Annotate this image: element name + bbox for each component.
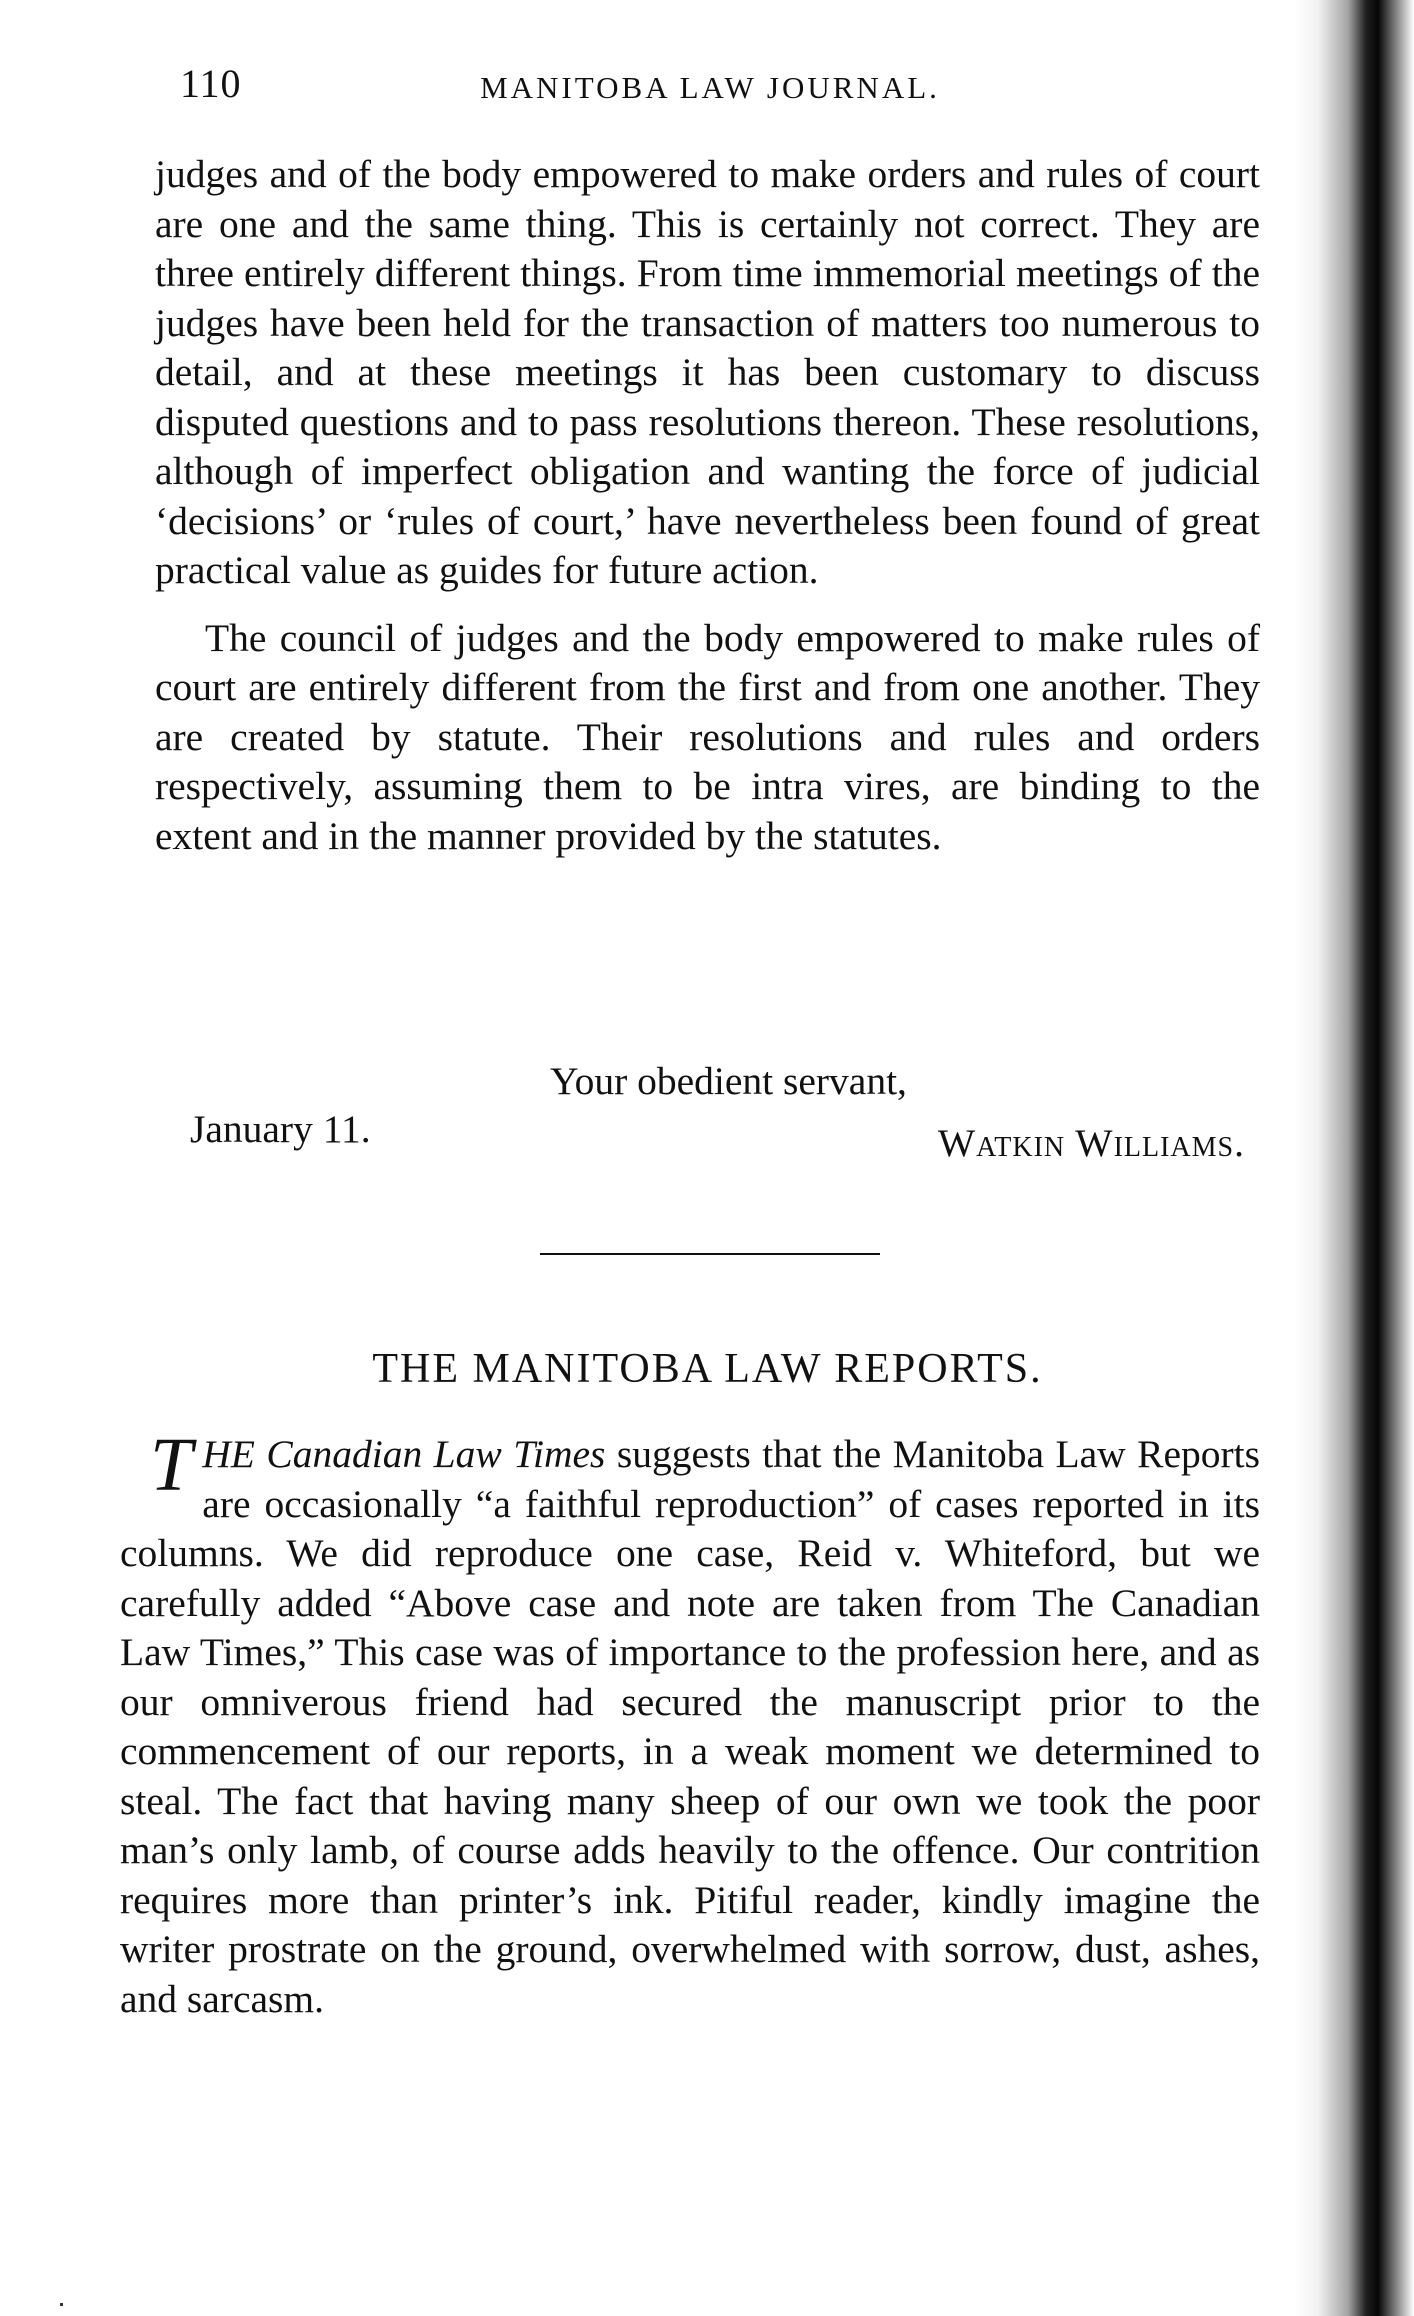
journal-title: MANITOBA LAW JOURNAL. [480,70,940,105]
letter-paragraph-1: judges and of the body empowered to make orders and rules of court are one and the same thing. This is certainly not correct. They are three entirely different things. From time immemorial meetings of the judges have been held for the transaction of matters too numerous to detail, and at these meetings it has been customary to discuss disputed questions and to pass resolutions thereon. These resolutions, although of imperfect obligation and wanting the force of judicial ‘decisions’ or ‘rules of court,’ have nevertheless been found of great practical value as guides for future action. [155,152,1260,592]
letter-date: January 11. [190,1107,371,1151]
article-text: suggests that the Manitoba Law Reports are occasionally “a faithful reproduction” of cases reported in its columns. We did reproduce one case, Reid v. Whiteford, but we carefully added “Above case and note are taken from The Canadian Law Times,” This case was of importance to the profession here, and as our omniverous friend had secured the manuscript prior to the commencement of our reports, in a weak moment we determined to steal. The fact that having many sheep of our own we took the poor man’s only lamb, of course adds heavily to the offence. Our contrition requires more than printer’s ink. Pitiful reader, kindly imagine the writer prostrate on the ground, overwhelmed with sorrow, dust, ashes, and sarcasm. [120,1432,1260,2021]
page-number: 110 [180,61,242,106]
signature: Watkin Williams. [937,1121,1245,1165]
section-heading: THE MANITOBA LAW REPORTS. [372,1346,1043,1392]
letter-paragraph-2: The council of judges and the body empowered to make rules of court are entirely different from the first and from one another. They are created by statute. Their resolutions and rules and orders respectively, assuming them to be intra vires, are binding to the extent and in the manner provided by the statutes. [155,615,1260,858]
running-head [170,60,1250,120]
article-opening-words: HE Canadian Law Times [202,1432,606,1476]
section-divider [540,1253,880,1255]
article-paragraph [120,1423,1260,2024]
page-speck [60,2303,63,2306]
letter-body [155,150,1260,861]
letter-closing [155,1058,1260,1178]
article-body [120,1423,1260,2024]
book-binding-shadow [1294,0,1414,2316]
drop-cap: T [150,1423,193,1507]
salutation: Your obedient servant, [550,1059,907,1103]
